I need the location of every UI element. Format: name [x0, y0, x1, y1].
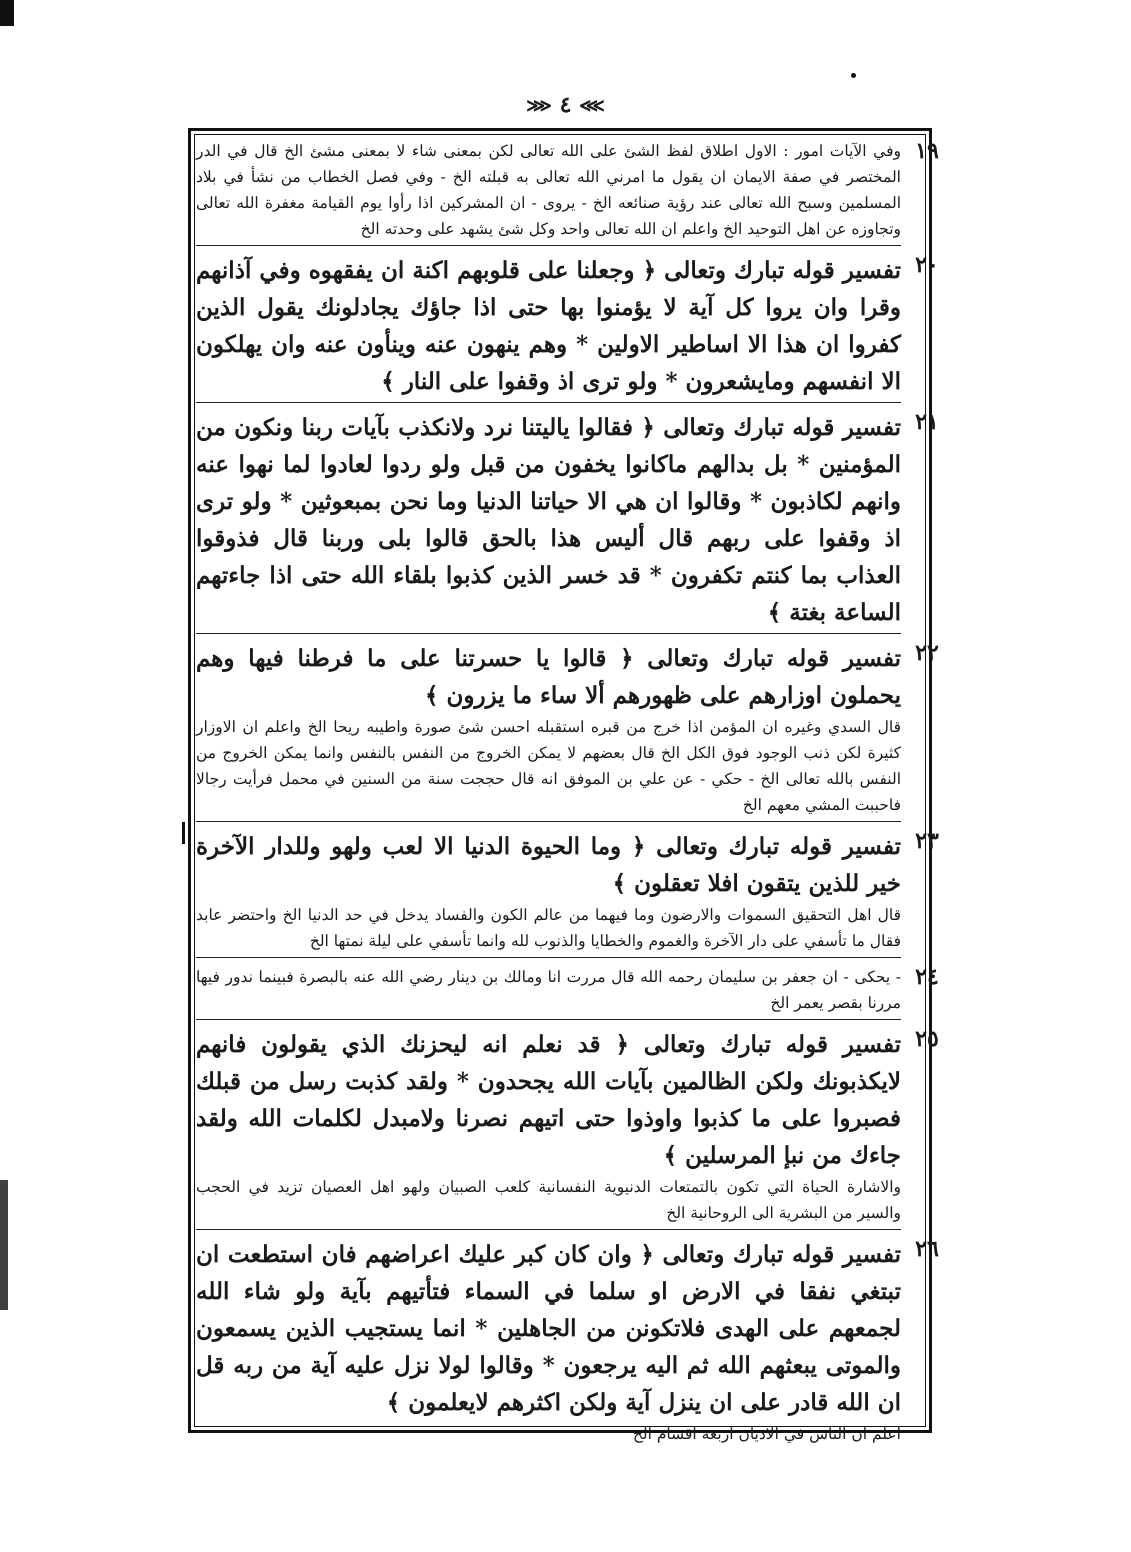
scan-tick-left — [182, 822, 185, 844]
entry-note: - يحكى - ان جعفر بن سليمان رحمه الله قال مررت انا ومالك بن دينار رضي الله عنه بالبصرة فبينما ندور فيها مررنا بقصر يعمر الخ — [196, 964, 901, 1020]
ornament-right: ⋘ — [579, 95, 605, 117]
entry-note: وفي الآيات امور : الاول اطلاق لفظ الشئ على الله تعالى لكن بمعنى شاء لا بمعنى مشئ الخ قال في الدر المختصر في صفة الايمان ان يقول ما امرني الله تعالى به قبلته الخ - وفي فصل الخطاب من نشأ في بلاد المسلمين وسبح الله تعالى عند رؤية صنائعه الخ - يروى - ان المشركين اذا رأوا يوم القيامة مغفرة الله تعالى وتجاوزه عن اهل التوحيد الخ واعلم ان الله تعالى واحد وكل شئ يشهد على وحدته الخ — [196, 138, 901, 246]
scan-mark-top-left — [0, 0, 14, 26]
entry-number: ٢٢ — [915, 640, 939, 666]
entry-number: ١٩ — [915, 138, 939, 164]
divider — [196, 402, 901, 403]
entry-20 — [196, 252, 939, 403]
page-header — [0, 92, 1131, 118]
entry-number: ٢١ — [915, 409, 939, 435]
entry-number: ٢٠ — [915, 252, 939, 278]
page-content — [196, 138, 939, 1456]
entry-23 — [196, 828, 939, 958]
entry-19 — [196, 138, 939, 246]
scan-mark-left-edge — [0, 1180, 8, 1310]
entry-note: والاشارة الحياة التي تكون بالتمتعات الدنيوية النفسانية كلعب الصبيان ولهو اهل العصيان تزيد في الحجب والسير من البشرية الى الروحانية الخ — [196, 1174, 901, 1230]
entry-number: ٢٤ — [915, 964, 939, 990]
ornament-left: ⋙ — [526, 95, 552, 117]
entry-24 — [196, 964, 939, 1020]
entry-25 — [196, 1026, 939, 1230]
entry-verse: تفسير قوله تبارك وتعالى ﴿ قد نعلم انه ليحزنك الذي يقولون فانهم لايكذبونك ولكن الظالمين بآيات الله يجحدون * ولقد كذبت رسل من قبلك فصبروا على ما كذبوا واوذوا حتى اتيهم نصرنا ولامبدل لكلمات الله ولقد جاءك من نبإ المرسلين ﴾ — [196, 1031, 901, 1169]
entry-22 — [196, 640, 939, 822]
entry-note: اعلم ان الناس في الاديان اربعة اقسام الخ — [632, 1425, 901, 1443]
entry-number: ٢٦ — [915, 1236, 939, 1262]
entry-verse: تفسير قوله تبارك وتعالى ﴿ وما الحيوة الدنيا الا لعب ولهو وللدار الآخرة خير للذين يتقون افلا تعقلون ﴾ — [196, 833, 901, 897]
entry-note: قال السدي وغيره ان المؤمن اذا خرج من قبره استقبله احسن شئ صورة واطيبه ريحا الخ واعلم ان الاوزار كثيرة لكن ذنب الوجود فوق الكل الخ قال بعضهم لا يمكن الخروج من النفس بالنفس وانما يمكن الخروج من النفس بالله تعالى الخ - حكي - عن علي بن الموفق انه قال حججت سنة من السنين في محمل فرأيت رجالا فاحببت المشي معهم الخ — [196, 714, 901, 822]
entry-number: ٢٣ — [915, 828, 939, 854]
entry-26 — [196, 1236, 939, 1450]
entry-verse: تفسير قوله تبارك وتعالى ﴿ فقالوا ياليتنا نرد ولانكذب بآيات ربنا ونكون من المؤمنين * بل بدالهم ماكانوا يخفون من قبل ولو ردوا لعادوا لما نهوا عنه وانهم لكاذبون * وقالوا ان هي الا حياتنا الدنيا وما نحن بمبعوثين * ولو ترى اذ وقفوا على ربهم قال أليس هذا بالحق قالوا بلى وربنا قال فذوقوا العذاب بما كنتم تكفرون * قد خسر الذين كذبوا بلقاء الله حتى اذا جاءتهم الساعة بغتة ﴾ — [196, 414, 901, 626]
page-number: ٤ — [559, 92, 572, 118]
entry-verse: تفسير قوله تبارك وتعالى ﴿ وان كان كبر عليك اعراضهم فان استطعت ان تبتغي نفقا في الارض او سلما في السماء فتأتيهم بآية ولو شاء الله لجمعهم على الهدى فلاتكونن من الجاهلين * انما يستجيب الذين يسمعون والموتى يبعثهم الله ثم اليه يرجعون * وقالوا لولا نزل عليه آية من ربه قل ان الله قادر على ان ينزل آية ولكن اكثرهم لايعلمون ﴾ — [196, 1241, 901, 1416]
entry-note: قال اهل التحقيق السموات والارضون وما فيهما من عالم الكون والفساد يدخل في حد الدنيا الخ واحتضر عابد فقال ما تأسفي على دار الآخرة والغموم والخطايا والذنوب لله وانما تأسفي على ليلة نمتها الخ — [196, 902, 901, 958]
scan-dot — [851, 73, 856, 78]
entry-21 — [196, 409, 939, 634]
divider — [196, 633, 901, 634]
entry-verse: تفسير قوله تبارك وتعالى ﴿ وجعلنا على قلوبهم اكنة ان يفقهوه وفي آذانهم وقرا وان يروا كل آية لا يؤمنوا بها حتى اذا جاؤك يجادلونك يقول الذين كفروا ان هذا الا اساطير الاولين * وهم ينهون عنه وينأون عنه وان يهلكون الا انفسهم ومايشعرون * ولو ترى اذ وقفوا على النار ﴾ — [196, 257, 901, 395]
entry-number: ٢٥ — [915, 1026, 939, 1052]
entry-verse: تفسير قوله تبارك وتعالى ﴿ قالوا يا حسرتنا على ما فرطنا فيها وهم يحملون اوزارهم على ظهورهم ألا ساء ما يزرون ﴾ — [196, 645, 901, 709]
